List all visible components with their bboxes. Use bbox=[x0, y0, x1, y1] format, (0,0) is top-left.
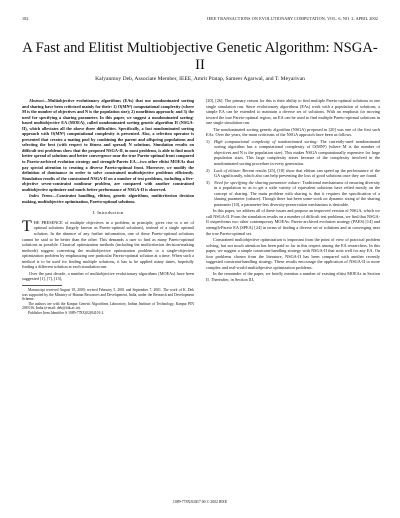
abstract bbox=[22, 98, 194, 192]
list-item-text: Recent results [25], [18] show that elitism can speed up the performance of the GA significantly, which also can help preventing the loss of good solutions once they are found. bbox=[214, 167, 380, 179]
footnote-manuscript: Manuscript received August 18, 2000; revised February 5, 2001 and September 7, 2001. The work of K. Deb was supported by the Ministry of Human Resources and Development, India, under the Research and Development Scheme. bbox=[22, 287, 194, 302]
drop-cap: T bbox=[22, 217, 32, 235]
list-item-title: Need for specifying the sharing parameter σshare: bbox=[214, 179, 302, 185]
list-item-title: High computational complexity of nondominated sorting: bbox=[214, 138, 318, 144]
list-item-sharing bbox=[206, 180, 380, 208]
list-number: 2) bbox=[206, 167, 210, 173]
index-terms-label: Index Terms— bbox=[29, 193, 57, 199]
index-terms bbox=[22, 193, 194, 204]
list-item-text: Traditional mechanisms of ensuring diversity in a population so as to get a wide variety of equivalent solutions have relied mostly on the concept of sharing. The main problem with sharing is that it requires the specification of a sharing parameter (σshare). Though there has been some work on dynamic sizing of the sharing parameter [10], a parameter-less diversity-preservation mechanism is desirable. bbox=[214, 179, 380, 207]
intro-paragraph-2: Over the past decade, a number of multiobjective evolutionary algorithms (MOEAs) have been suggested [1], [7], [13], bbox=[22, 270, 194, 282]
section-heading-introduction: I. Introduction bbox=[92, 210, 124, 216]
author-line: Kalyanmoy Deb, Associate Member, IEEE, Amrit Pratap, Sameer Agarwal, and T. Meyarivan bbox=[95, 76, 305, 82]
right-paragraph-4: Constrained multiobjective optimization is important from the point of view of practical problem solving, but not much attention has been paid so far in this respect among the EA researchers. In this paper, we suggest a simple constraint-handling strategy with NSGA-II that suits well for any EA. On four problems chosen from the literature, NSGA-II has been compared with another recently suggested constraint-handling strategy. These results encourage the application of NSGA-II to more complex and real-world multiobjective optimization problems. bbox=[206, 237, 380, 270]
copyright-footer: 1089-778X/02$17.00 © 2002 IEEE bbox=[172, 500, 228, 504]
intro-paragraph-1 bbox=[22, 217, 194, 270]
abstract-text: Multiobjective evolutionary algorithms (EAs) that use nondominated sorting and sharing have been criticized mainly for their: 1) O(MN³) computational complexity (where M is the number of objectives and N is the population size); 2) nonelitism approach; and 3) the need for specifying a sharing parameter. In this paper, we suggest a nondominated sorting-based multiobjective EA (MOEA), called nondominated sorting genetic algorithm II (NSGA-II), which alleviates all the above three difficulties. Specifically, a fast nondominated sorting approach with O(MN²) computational complexity is presented. Also, a selection operator is presented that creates a mating pool by combining the parent and offspring populations and selecting the best (with respect to fitness and spread) N solutions. Simulation results on difficult test problems show that the proposed NSGA-II, in most problems, is able to find much better spread of solutions and better convergence near the true Pareto-optimal front compared to Pareto-archived evolution strategy and strength-Pareto EA—two other elitist MOEAs that pay special attention to creating a diverse Pareto-optimal front. Moreover, we modify the definition of dominance in order to solve constrained multiobjective problems efficiently. Simulation results of the constrained NSGA-II on a number of test problems, including a five-objective seven-constraint nonlinear problem, are compared with another constrained multiobjective optimizer and much better performance of NSGA-II is observed. bbox=[22, 98, 194, 192]
abstract-label: Abstract— bbox=[29, 98, 48, 103]
footnotes bbox=[22, 288, 194, 316]
running-header bbox=[22, 16, 378, 24]
list-item-title: Lack of elitism: bbox=[214, 167, 241, 173]
list-item-elitism bbox=[206, 168, 380, 179]
intro-paragraph-1-text: HE PRESENCE of multiple objectives in a problem, in principle, gives rise to a set of optimal solutions (largely known as Pareto-optimal solutions), instead of a single optimal solution. In the absence of any further information, one of these Pareto-optimal solutions cannot be said to be better than the other. This demands a user to find as many Pareto-optimal solutions as possible. Classical optimization methods (including the multicriterion decision-making methods) suggest converting the multiobjective optimization problem to a single-objective optimization problem by emphasizing one particular Pareto-optimal solution at a time. When such a method is to be used for finding multiple solutions, it has to be applied many times, hopefully finding a different solution at each simulation run. bbox=[22, 219, 194, 270]
footnote-affiliation: The authors are with the Kanpur Genetic Algorithms Laboratory, Indian Institute of Technology, Kanpur PIN 208 016, India (e-mail: deb@iitk.ac.in). bbox=[22, 301, 194, 311]
right-paragraph-1: [20], [26]. The primary reason for this is their ability to find multiple Pareto-optimal solutions in one single simulation run. Since evolutionary algorithms (EAs) work with a population of solutions, a simple EA can be extended to maintain a diverse set of solutions. With an emphasis for moving toward the true Pareto-optimal region, an EA can be used to find multiple Pareto-optimal solutions in one single simulation run. bbox=[206, 98, 380, 126]
paper-title: A Fast and Elitist Multiobjective Genetic Algorithm: NSGA-II bbox=[22, 40, 378, 73]
list-number: 3) bbox=[206, 179, 210, 185]
right-paragraph-5: In the remainder of the paper, we briefly mention a number of existing elitist MOEAs in Section II. Thereafter, in Section III, bbox=[206, 271, 380, 282]
list-item-text: The currently-used nondominated sorting algorithm has a computational complexity of O(MN³) (where M is the number of objectives and N is the population size). This makes NSGA computationally expensive for large population sizes. This large complexity arises because of the complexity involved in the nondominated sorting procedure in every generation. bbox=[214, 138, 380, 167]
index-terms-text: Constraint handling, elitism, genetic algorithms, multicriterion decision making, multiobjective optimization, Pareto-optimal solutions. bbox=[22, 193, 194, 204]
list-item-complexity bbox=[206, 139, 380, 167]
right-paragraph-3: In this paper, we address all of these issues and propose an improved version of NSGA, which we call NSGA-II. From the simulation results on a number of difficult test problems, we find that NSGA-II outperforms two other contemporary MOEAs: Pareto-archived evolution strategy (PAES) [14] and strength-Pareto EA (SPEA) [24] in terms of finding a diverse set of solutions and in converging near the true Pareto-optimal set. bbox=[206, 208, 380, 236]
right-paragraph-2: The nondominated sorting genetic algorithm (NSGA) proposed in [20] was one of the first such EAs. Over the years, the main criticisms of the NSGA approach have been as follows. bbox=[206, 126, 380, 138]
left-column bbox=[22, 98, 194, 316]
page-number: 182 bbox=[22, 16, 29, 21]
right-column bbox=[206, 98, 380, 284]
footnote-divider bbox=[22, 285, 62, 286]
list-number: 1) bbox=[206, 138, 210, 144]
journal-info: IEEE TRANSACTIONS ON EVOLUTIONARY COMPUTATION, VOL. 6, NO. 2, APRIL 2002 bbox=[207, 16, 378, 21]
footnote-publisher-id: Publisher Item Identifier S 1089-778X(02)04101-2. bbox=[28, 310, 105, 315]
